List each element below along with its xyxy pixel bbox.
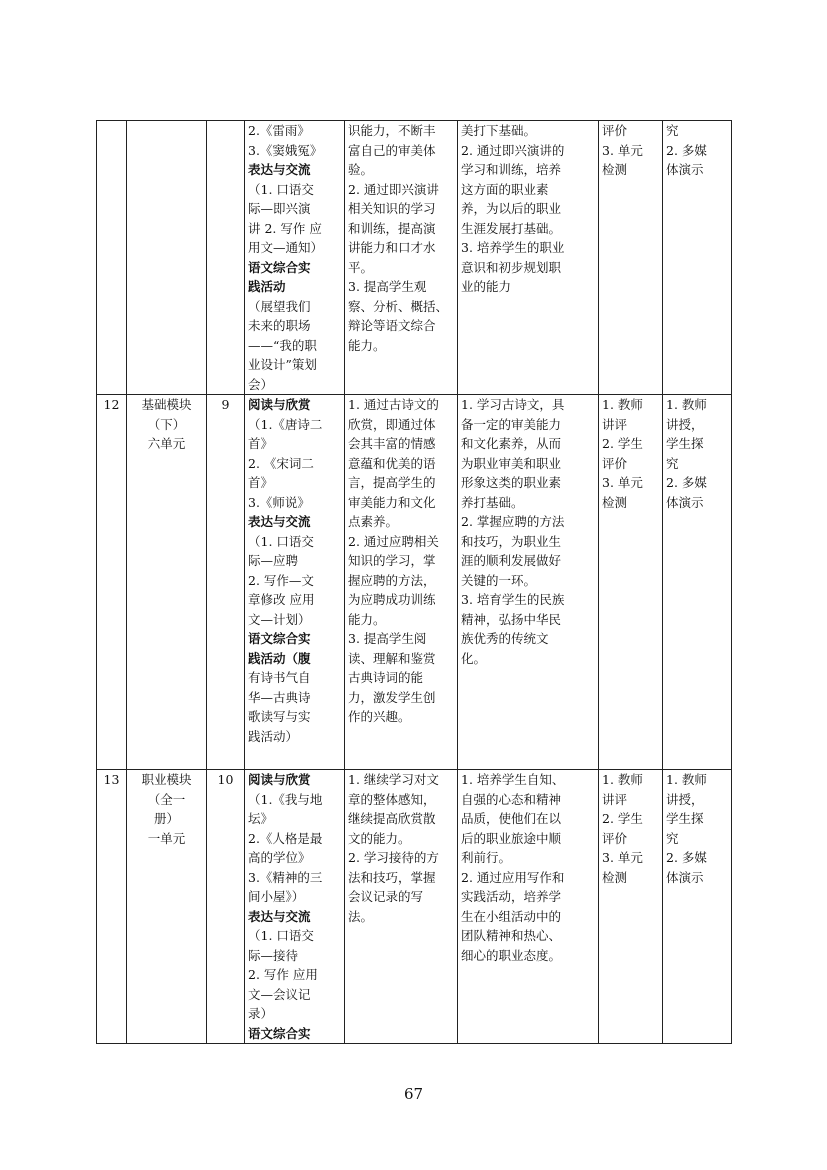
cell-line: 2. 《宋词二 <box>248 455 314 471</box>
table-body <box>97 121 732 1044</box>
cell-line: 际—即兴演 <box>248 201 311 216</box>
cell-line: 会） <box>248 376 274 392</box>
cell-line: 首》 <box>248 475 274 490</box>
evaluation-cell <box>599 121 663 395</box>
cell-line: （下） <box>147 416 186 432</box>
table-row <box>97 770 732 1044</box>
cell-line: 察、分析、概括、 <box>348 298 449 314</box>
cell-line: 审美能力和文化 <box>348 494 436 510</box>
cell-line: 2.《雷雨》 <box>248 123 310 138</box>
cell-line: 文的能力。 <box>348 830 411 846</box>
cell-line: 1. 通过古诗文的 <box>348 397 439 412</box>
cell-line: 高的学位》 <box>248 850 311 865</box>
page-number: 67 <box>403 1085 424 1103</box>
cell-line: 生在小组活动中的 <box>461 908 562 924</box>
cell-line: 相关知识的学习 <box>348 201 436 216</box>
cell-line: 体演示 <box>666 869 704 885</box>
method-cell <box>663 121 732 395</box>
cell-line: 族优秀的传统文 <box>461 631 549 646</box>
cell-line: 和训练，提高演 <box>348 220 436 236</box>
cell-line: 细心的职业态度。 <box>461 947 562 963</box>
cell-line: 1. 培养学生自知、 <box>461 772 565 787</box>
cell-line: （1.《唐诗二 <box>248 416 323 432</box>
goals-cell <box>345 121 458 395</box>
cell-line: 评价 <box>602 123 628 138</box>
hours-cell: 10 <box>207 770 245 1044</box>
cell-line: 评价 <box>602 830 628 846</box>
cell-line: 2. 通过即兴演讲 <box>348 181 439 197</box>
cell-line: 究 <box>666 830 679 846</box>
cell-line: 2. 多媒 <box>666 475 707 490</box>
module-cell <box>127 395 207 770</box>
cell-line: 践活动（腹 <box>248 650 311 666</box>
quality-cell <box>458 395 599 770</box>
cell-line: 实践活动，培养学 <box>461 889 562 904</box>
cell-line: 知识的学习，掌 <box>348 553 436 568</box>
goals-cell <box>345 395 458 770</box>
cell-line: 法和技巧，掌握 <box>348 869 436 885</box>
cell-line: 品质，使他们在以 <box>461 811 562 826</box>
cell-line: （1.《我与地 <box>248 791 323 807</box>
cell-line: 六单元 <box>147 436 186 451</box>
cell-line: 言，提高学生的 <box>348 475 436 490</box>
cell-line: 2. 通过应聘相关 <box>348 533 439 549</box>
cell-line: 学生探 <box>666 436 704 451</box>
cell-line: 1. 教师 <box>602 397 643 412</box>
cell-line: 2. 学生 <box>602 436 643 451</box>
cell-line: 形象这类的职业素 <box>461 475 562 490</box>
cell-line: 章修改 应用 <box>248 592 315 607</box>
cell-line: 2.《人格是最 <box>248 830 323 846</box>
cell-line: 讲授， <box>666 791 704 807</box>
cell-line: 体演示 <box>666 162 704 177</box>
cell-line: 力，激发学生创 <box>348 689 436 705</box>
evaluation-cell <box>599 770 663 1044</box>
cell-line: 读、理解和鉴赏 <box>348 650 436 666</box>
cell-line: 语文综合实 <box>248 259 311 275</box>
cell-line: 未来的职场 <box>248 318 311 333</box>
cell-line: 点素养。 <box>348 514 399 529</box>
cell-line: 1. 继续学习对文 <box>348 772 439 787</box>
cell-line: 有诗书气自 <box>248 670 311 685</box>
method-cell <box>663 395 732 770</box>
cell-line: 首》 <box>248 436 274 451</box>
cell-line: 2. 多媒 <box>666 142 707 158</box>
cell-line: 业的能力 <box>461 279 512 294</box>
cell-line: 3. 培养学生的职业 <box>461 240 565 255</box>
cell-line: 备一定的审美能力 <box>461 416 562 432</box>
cell-line: 检测 <box>602 494 628 510</box>
cell-line: 2. 学生 <box>602 811 643 826</box>
cell-line: 检测 <box>602 162 628 177</box>
cell-line: 讲评 <box>602 791 628 807</box>
cell-line: 册） <box>153 811 179 826</box>
cell-line: 2. 通过应用写作和 <box>461 869 565 885</box>
cell-line: 学生探 <box>666 811 704 826</box>
cell-line: 1. 教师 <box>602 772 643 787</box>
cell-line: 3.《窦娥冤》 <box>248 142 323 158</box>
cell-line: 华—古典诗 <box>248 689 311 705</box>
cell-line: 基础模块 <box>141 397 192 412</box>
module-cell <box>127 770 207 1044</box>
hours-cell: 9 <box>207 395 245 770</box>
table-row <box>97 121 732 395</box>
cell-line: 践活动 <box>248 279 286 294</box>
cell-line: 法。 <box>348 908 374 924</box>
cell-line: 2. 掌握应聘的方法 <box>461 514 565 529</box>
cell-line: 章的整体感知， <box>348 791 436 807</box>
cell-line: 讲 2. 写作 应 <box>248 220 322 236</box>
cell-line: 辩论等语文综合 <box>348 318 436 333</box>
cell-line: ——“我的职 <box>248 337 317 353</box>
hours-cell <box>207 121 245 395</box>
cell-line: （1. 口语交 <box>248 928 314 943</box>
cell-line: 能力。 <box>348 337 386 353</box>
cell-line: 2. 多媒 <box>666 850 707 865</box>
cell-line: 语文综合实 <box>248 631 311 646</box>
cell-line: （1. 口语交 <box>248 181 314 197</box>
cell-line: 语文综合实 <box>248 1025 311 1041</box>
cell-line: 表达与交流 <box>248 514 311 529</box>
cell-line: 涯的顺利发展做好 <box>461 553 562 568</box>
cell-line: 究 <box>666 123 679 138</box>
cell-line: 自强的心态和精神 <box>461 791 562 807</box>
cell-line: 歌读写与实 <box>248 709 311 724</box>
cell-line: 识能力，不断丰 <box>348 123 436 138</box>
goals-cell <box>345 770 458 1044</box>
cell-line: 会其丰富的情感 <box>348 436 436 451</box>
cell-line: 美打下基础。 <box>461 123 537 138</box>
cell-line: 用文—通知） <box>248 240 324 255</box>
cell-line: 2. 学习接待的方 <box>348 850 439 865</box>
table-row <box>97 395 732 770</box>
content-cell <box>245 770 345 1044</box>
cell-line: 富自己的审美体 <box>348 142 436 158</box>
cell-line: 评价 <box>602 455 628 471</box>
cell-line: 业设计”策划 <box>248 357 317 372</box>
cell-line: 意蕴和优美的语 <box>348 455 436 471</box>
curriculum-table <box>96 120 732 1044</box>
cell-line: 表达与交流 <box>248 162 311 177</box>
cell-line: 利前行。 <box>461 850 512 865</box>
cell-line: 职业模块 <box>141 772 192 787</box>
cell-line: 关键的一环。 <box>461 572 537 588</box>
cell-line: 作的兴趣。 <box>348 709 411 724</box>
cell-line: 间小屋》） <box>248 889 305 904</box>
cell-line: 和技巧，为职业生 <box>461 533 562 549</box>
cell-line: 体演示 <box>666 494 704 510</box>
cell-line: 3. 提高学生阅 <box>348 631 427 646</box>
row-number-cell: 13 <box>97 770 127 1044</box>
cell-line: 究 <box>666 455 679 471</box>
cell-line: 践活动） <box>248 728 299 744</box>
cell-line: 握应聘的方法， <box>348 572 436 588</box>
cell-line: 1. 教师 <box>666 397 707 412</box>
cell-line: 3. 单元 <box>602 475 643 490</box>
cell-line: 会议记录的写 <box>348 889 424 904</box>
cell-line: 精神，弘扬中华民 <box>461 611 562 627</box>
method-cell <box>663 770 732 1044</box>
cell-line: 和文化素养，从而 <box>461 436 562 451</box>
cell-line: 1. 学习古诗文，具 <box>461 397 565 412</box>
row-number-cell <box>97 121 127 395</box>
content-cell <box>245 395 345 770</box>
cell-line: 表达与交流 <box>248 908 311 924</box>
cell-line: 验。 <box>348 162 374 177</box>
cell-line: （1. 口语交 <box>248 533 314 549</box>
cell-line: 文—计划） <box>248 611 311 627</box>
cell-line: 生涯发展打基础。 <box>461 220 562 236</box>
cell-line: 2. 写作—文 <box>248 572 314 588</box>
cell-line: 团队精神和热心、 <box>461 928 562 943</box>
cell-line: 2. 写作 应用 <box>248 967 318 982</box>
cell-line: 这方面的职业素 <box>461 181 549 197</box>
cell-line: 检测 <box>602 869 628 885</box>
cell-line: 2. 通过即兴演讲的 <box>461 142 565 158</box>
cell-line: 3. 培育学生的民族 <box>461 592 565 607</box>
cell-line: 3. 单元 <box>602 142 643 158</box>
cell-line: 后的职业旅途中顺 <box>461 830 562 846</box>
cell-line: 养，为以后的职业 <box>461 201 562 216</box>
cell-line: 录） <box>248 1006 274 1021</box>
cell-line: 继续提高欣赏散 <box>348 811 436 826</box>
cell-line: 阅读与欣赏 <box>248 772 311 787</box>
cell-line: 化。 <box>461 650 487 666</box>
cell-line: 能力。 <box>348 611 386 627</box>
cell-line: 际—接待 <box>248 947 299 963</box>
cell-line: 一单元 <box>147 830 186 846</box>
cell-line: 3.《师说》 <box>248 494 310 510</box>
cell-line: 为职业审美和职业 <box>461 455 562 471</box>
cell-line: 养打基础。 <box>461 494 524 510</box>
cell-line: 际—应聘 <box>248 553 299 568</box>
cell-line: 讲授， <box>666 416 704 432</box>
cell-line: 坛》 <box>248 811 274 826</box>
cell-line: 讲评 <box>602 416 628 432</box>
evaluation-cell <box>599 395 663 770</box>
row-number-cell: 12 <box>97 395 127 770</box>
cell-line: 3. 提高学生观 <box>348 279 427 294</box>
cell-line: （展望我们 <box>248 298 311 314</box>
cell-line: 讲能力和口才水 <box>348 240 436 255</box>
cell-line: 1. 教师 <box>666 772 707 787</box>
cell-line: 3. 单元 <box>602 850 643 865</box>
cell-line: 平。 <box>348 259 374 275</box>
module-cell <box>127 121 207 395</box>
cell-line: 为应聘成功训练 <box>348 592 436 607</box>
cell-line: 3.《精神的三 <box>248 869 323 885</box>
quality-cell <box>458 770 599 1044</box>
cell-line: 阅读与欣赏 <box>248 397 311 412</box>
cell-line: 欣赏，即通过体 <box>348 416 436 432</box>
cell-line: 古典诗词的能 <box>348 670 424 685</box>
cell-line: 学习和训练，培养 <box>461 162 562 177</box>
cell-line: 意识和初步规划职 <box>461 259 562 275</box>
cell-line: （全一 <box>147 791 186 807</box>
content-cell <box>245 121 345 395</box>
quality-cell <box>458 121 599 395</box>
cell-line: 文—会议记 <box>248 986 311 1002</box>
